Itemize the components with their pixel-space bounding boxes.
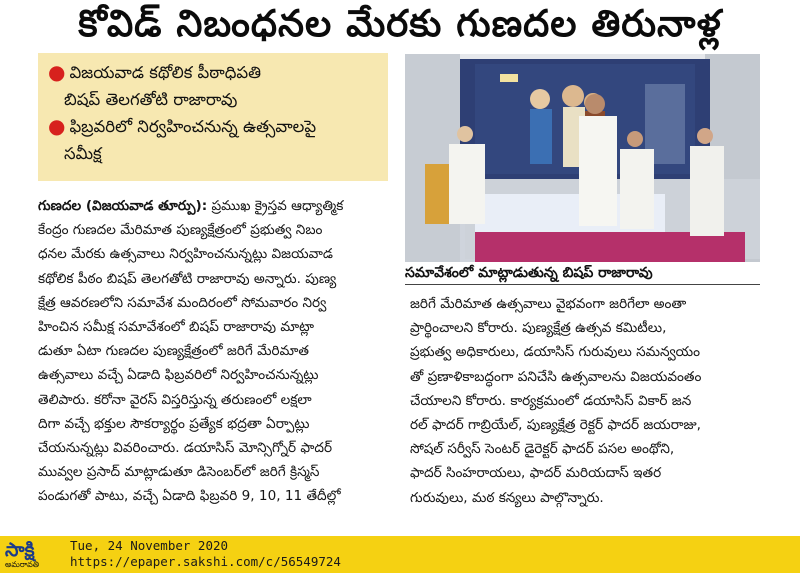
article-text: ప్రముఖ క్రైస్తవ ఆధ్యాత్మిక [211,198,344,214]
article-line [38,194,390,218]
article-line: ఉత్సవాలు వచ్చే ఏడాది ఫిబ్రవరిలో నిర్వహించనున్నట్లు [38,367,319,384]
summary-text: సమీక్ష [64,144,102,163]
epaper-footer [0,536,800,573]
article-line: ధనల మేరకు ఉత్సవాలు నిర్వహించనున్నట్లు విజయవాడ [38,246,333,263]
article-left-column [38,194,390,509]
article-right-column [410,292,760,510]
article-line: పండుగతో పాటు, వచ్చే ఏడాది ఫిబ్రవరి 9, 10, 11 తేదీల్లో [38,488,341,505]
article-line: జరిగే మేరిమాత ఉత్సవాలు వైభవంగా జరిగేలా అంతా [410,296,687,312]
photo-caption: సమావేశంలో మాట్లాడుతున్న బిషప్ రాజారావు [405,262,760,285]
article-line: మువ్వల ప్రసాద్ మాట్లాడుతూ డిసెంబర్‌లో జరిగే క్రిస్మస్ [38,464,320,481]
dateline: గుణదల (విజయవాడ తూర్పు): [38,198,208,214]
article-line: చేయనున్నట్లు వివరించారు. డయాసిస్ మోన్సిగ్నోర్ ఫాదర్ [38,440,333,457]
article-line: ప్రభుత్వ అధికారులు, డయాసిస్ గురువులు సమన్వయం [410,344,701,361]
article-line: కేంద్రం గుణదల మేరిమాత పుణ్యక్షేత్రంలో ప్రభుత్వ నిబం [38,222,323,239]
summary-item [48,59,378,86]
sakshi-logo[interactable] [5,540,67,570]
summary-item-continued [48,86,378,113]
logo-text: సాక్షి [5,539,35,561]
article-line: తెలిపారు. కరోనా వైరస్ విస్తరిస్తున్న తరుణంలో లక్షలా [38,391,312,408]
summary-item [48,113,378,140]
article-line: డుతూ ఏటా గుణదల పుణ్యక్షేత్రంలో జరిగే మేరిమాత [38,343,309,360]
article-line: గురువులు, మఠ కన్యలు పాల్గొన్నారు. [410,489,604,506]
article-line: కథోలిక పీఠం బిషప్ తెలగతోటి రాజారావు అన్నారు. పుణ్య [38,270,337,287]
article-line: హించిన సమీక్ష సమావేశంలో బిషప్ రాజారావు మాట్లా [38,319,314,336]
summary-item-continued [48,140,378,167]
news-photo [405,54,760,262]
article-line: ప్రార్థించాలని కోరారు. పుణ్యక్షేత్ర ఉత్సవ కమిటీలు, [410,320,667,337]
logo-subtext: అమరావతి [5,560,40,569]
summary-text: విజయవాడ కథోలిక పీఠాధిపతి [69,63,262,82]
article-line: క్షేత్ర ఆవరణలోని సమావేశ మందిరంలో సోమవారం నిర్వ [38,294,327,311]
summary-text: ఫిబ్రవరిలో నిర్వహించనున్న ఉత్సవాలపై [69,117,317,136]
article-line: రల్ ఫాదర్ గాబ్రియేల్, పుణ్యక్షేత్ర రెక్టర్ ఫాదర్ జయరాజు, [410,417,701,434]
article-line: తో ప్రణాళికాబద్ధంగా పనిచేసి ఉత్సవాలను విజయవంతం [410,368,702,385]
epaper-link[interactable]: https://epaper.sakshi.com/c/56549724 [70,554,341,569]
summary-box [38,53,388,181]
article-line: ఫాదర్ సింహరాయలు, ఫాదర్ మరియదాస్ ఇతర [410,465,662,482]
article-line: చేయాలని కోరారు. కార్యక్రమంలో డయాసిస్ వికార్ జన [410,392,692,409]
bullet-icon: ● [48,114,66,138]
publish-date: Tue, 24 November 2020 [70,538,229,553]
bullet-icon: ● [48,60,66,84]
headline: కోవిడ్ నిబంధనల మేరకు గుణదల తిరునాళ్ల [78,2,722,45]
article-line: దిగా వచ్చే భక్తుల సౌకర్యార్థం ప్రత్యేక భద్రతా ఏర్పాట్లు [38,415,310,432]
article-line: సోషల్ సర్వీస్ సెంటర్ డైరెక్టర్ ఫాదర్ పసల అంథోని, [410,441,675,458]
summary-text: బిషప్ తెలగతోటి రాజారావు [64,90,238,109]
photo-illustration [405,54,760,262]
